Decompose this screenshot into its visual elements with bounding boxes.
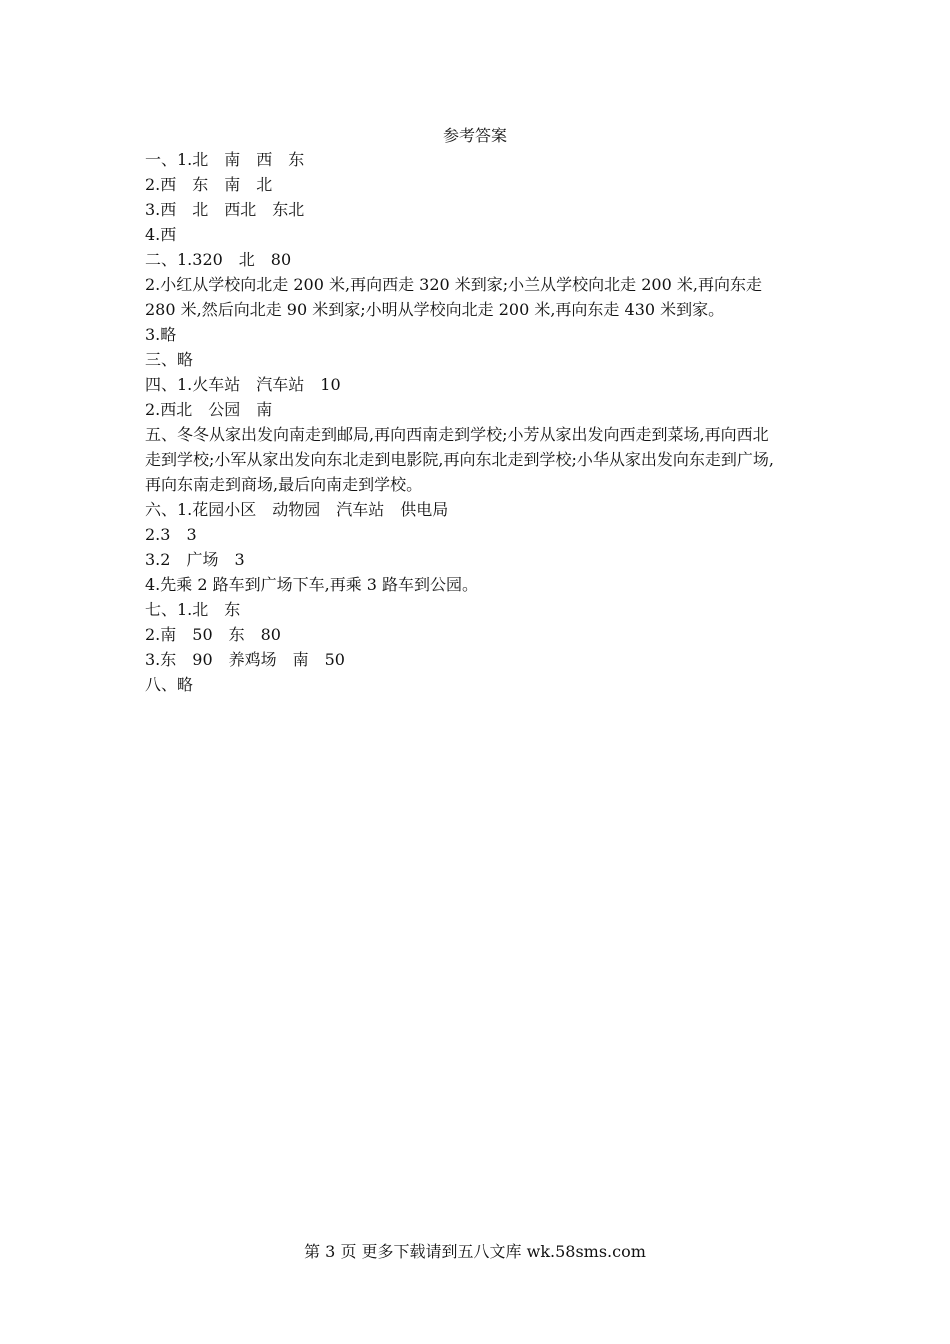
answer-line: 3.东 90 养鸡场 南 50 xyxy=(145,650,345,669)
answer-line: 280 米,然后向北走 90 米到家;小明从学校向北走 200 米,再向东走 430 米到家。 xyxy=(145,300,725,319)
answer-line: 五、冬冬从家出发向南走到邮局,再向西南走到学校;小芳从家出发向西走到菜场,再向西北 xyxy=(145,425,769,444)
answer-line: 2.南 50 东 80 xyxy=(145,625,281,644)
answer-line: 4.西 xyxy=(145,225,177,244)
answer-line: 3.2 广场 3 xyxy=(145,550,245,569)
answer-line: 走到学校;小军从家出发向东北走到电影院,再向东北走到学校;小华从家出发向东走到广场, xyxy=(145,450,774,469)
answer-line: 2.小红从学校向北走 200 米,再向西走 320 米到家;小兰从学校向北走 200 米,再向东走 xyxy=(145,275,762,294)
answer-line: 二、1.320 北 80 xyxy=(145,250,292,269)
answer-line: 2.3 3 xyxy=(145,525,197,544)
answer-line: 2.西北 公园 南 xyxy=(145,400,273,419)
answer-line: 3.西 北 西北 东北 xyxy=(145,200,305,219)
answer-line: 再向东南走到商场,最后向南走到学校。 xyxy=(145,475,423,494)
answer-line: 2.西 东 南 北 xyxy=(145,175,273,194)
answer-line: 七、1.北 东 xyxy=(145,600,241,619)
answer-line: 六、1.花园小区 动物园 汽车站 供电局 xyxy=(145,500,449,519)
answer-line: 一、1.北 南 西 东 xyxy=(145,150,305,169)
answer-line: 4.先乘 2 路车到广场下车,再乘 3 路车到公园。 xyxy=(145,575,479,594)
answer-line: 四、1.火车站 汽车站 10 xyxy=(145,375,341,394)
answer-line: 八、略 xyxy=(145,675,194,694)
answer-line: 3.略 xyxy=(145,325,177,344)
answer-line: 三、略 xyxy=(145,350,194,369)
page-footer: 第 3 页 更多下载请到五八文库 wk.58sms.com xyxy=(304,1242,646,1261)
page-title: 参考答案 xyxy=(442,126,507,145)
answer-list xyxy=(145,147,810,697)
